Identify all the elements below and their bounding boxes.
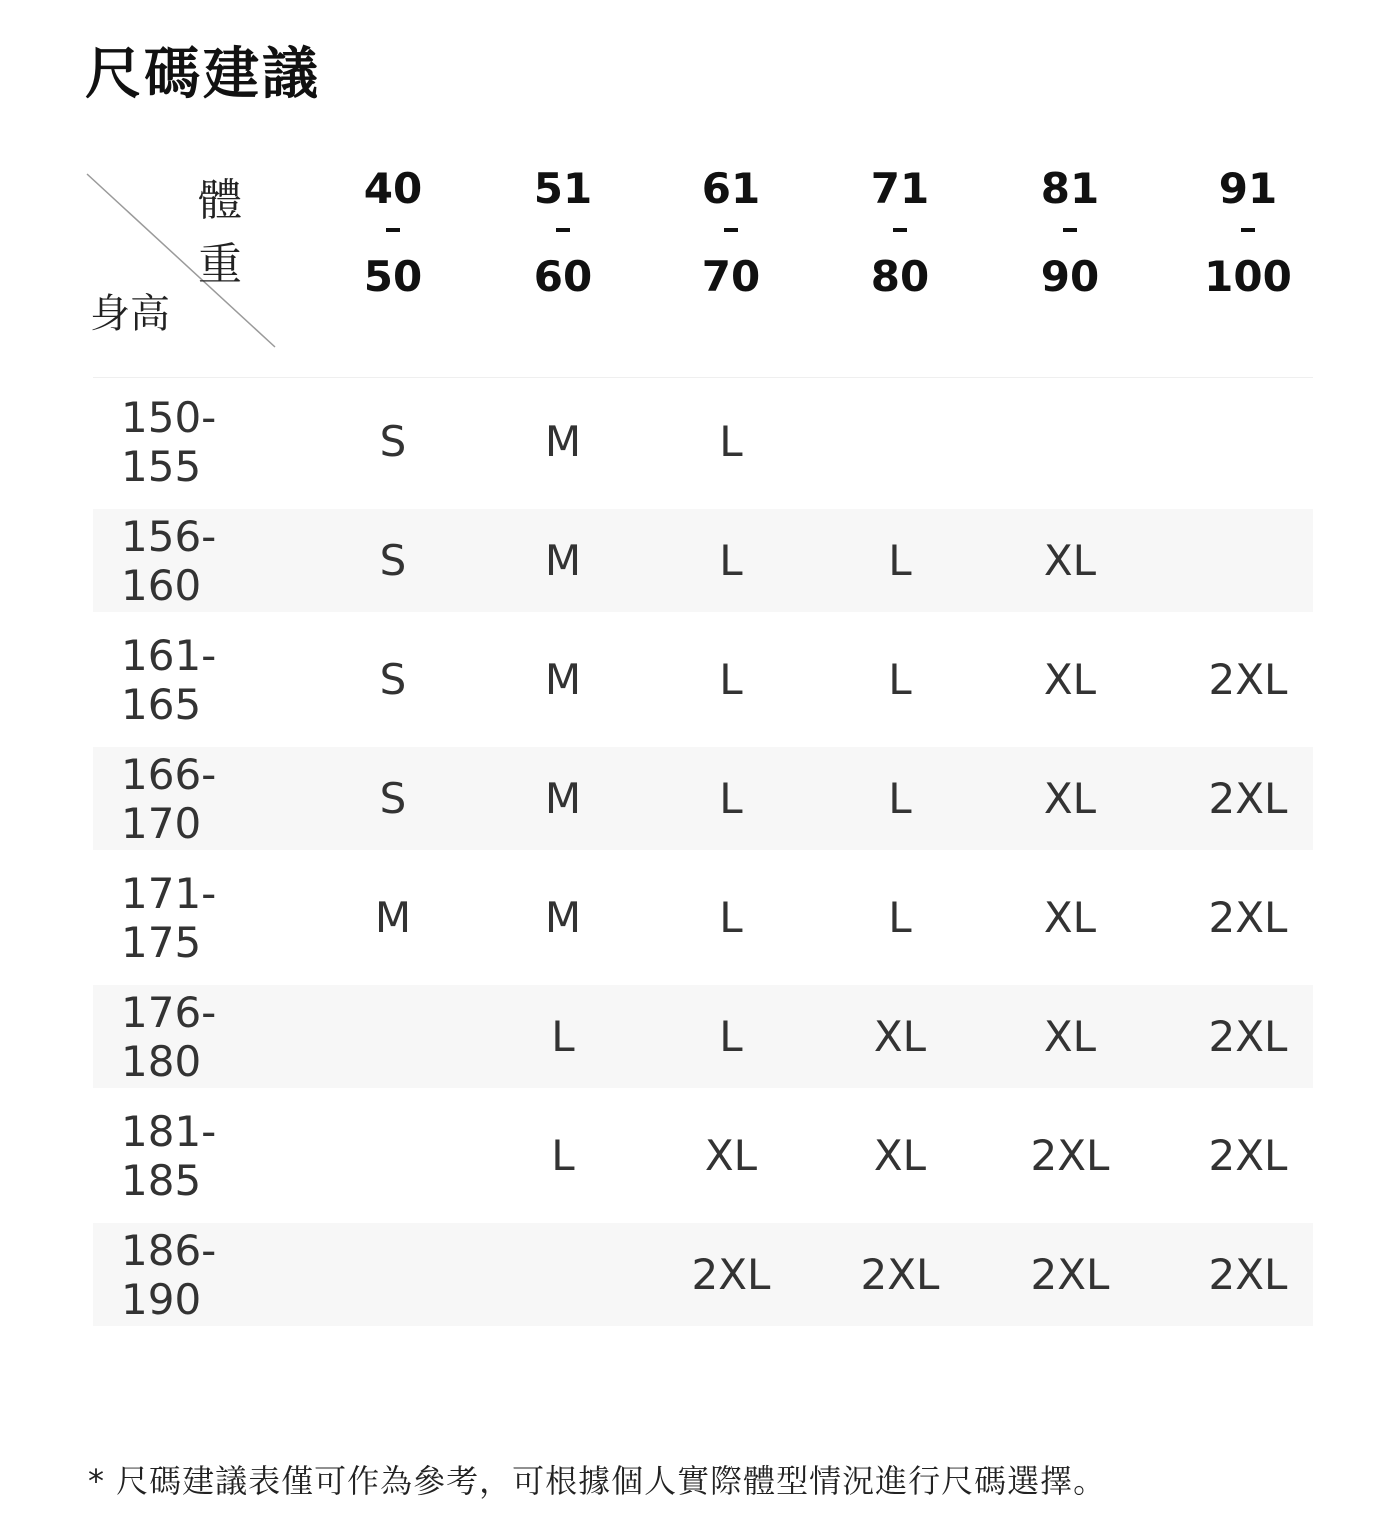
table-row — [93, 509, 1313, 612]
table-row — [93, 866, 1313, 969]
weight-range-81-90 — [1000, 164, 1140, 301]
size-cell: L — [719, 774, 743, 823]
size-cell: 2XL — [1208, 1131, 1288, 1180]
size-cell: XL — [1043, 655, 1097, 704]
weight-dash — [724, 228, 738, 232]
weight-range-61-70 — [661, 164, 801, 301]
size-cell: XL — [1043, 893, 1097, 942]
size-cell: L — [719, 536, 743, 585]
table-row — [93, 628, 1313, 731]
weight-from: 91 — [1218, 164, 1278, 213]
header-divider — [93, 377, 1313, 378]
height-range-cell: 176-180 — [121, 987, 217, 1086]
weight-range-71-80 — [830, 164, 970, 301]
table-row — [93, 1223, 1313, 1326]
table-row — [93, 747, 1313, 850]
size-cell: L — [888, 893, 912, 942]
weight-to: 80 — [870, 252, 930, 301]
size-cell: M — [544, 893, 582, 942]
size-cell: XL — [1043, 1012, 1097, 1061]
height-range-cell: 150-155 — [121, 392, 217, 491]
size-cell: 2XL — [860, 1250, 940, 1299]
height-range-cell: 181-185 — [121, 1106, 217, 1205]
size-cell: 2XL — [1208, 774, 1288, 823]
size-cell: 2XL — [1208, 893, 1288, 942]
size-cell: 2XL — [1208, 1250, 1288, 1299]
table-row — [93, 390, 1313, 493]
weight-to: 70 — [701, 252, 761, 301]
weight-dash — [893, 228, 907, 232]
weight-dash — [1063, 228, 1077, 232]
page-title: 尺碼建議 — [85, 42, 321, 107]
weight-from: 61 — [701, 164, 761, 213]
size-cell: S — [379, 417, 407, 466]
weight-label: 體重 — [198, 175, 242, 290]
size-cell: 2XL — [1208, 1012, 1288, 1061]
size-cell: S — [379, 655, 407, 704]
height-range-cell: 166-170 — [121, 749, 217, 848]
size-cell: 2XL — [1208, 655, 1288, 704]
size-cell: L — [719, 655, 743, 704]
table-row — [93, 1104, 1313, 1207]
size-cell: S — [379, 774, 407, 823]
weight-to: 50 — [363, 252, 423, 301]
size-cell — [1168, 390, 1328, 493]
weight-from: 51 — [533, 164, 593, 213]
size-cell: XL — [1043, 774, 1097, 823]
weight-dash — [386, 228, 400, 232]
weight-dash — [1241, 228, 1255, 232]
weight-to: 90 — [1040, 252, 1100, 301]
size-cell — [1168, 509, 1328, 612]
height-label: 身高 — [90, 291, 170, 337]
size-cell: M — [544, 774, 582, 823]
height-range-cell: 186-190 — [121, 1225, 217, 1324]
size-cell: L — [719, 1012, 743, 1061]
size-cell: M — [544, 655, 582, 704]
height-range-cell: 161-165 — [121, 630, 217, 729]
size-cell: 2XL — [691, 1250, 771, 1299]
disclaimer-note: * 尺碼建議表僅可作為參考，可根據個人實際體型情況進行尺碼選擇。 — [88, 1462, 1107, 1500]
size-cell — [313, 1104, 473, 1207]
size-cell: L — [888, 655, 912, 704]
weight-to: 60 — [533, 252, 593, 301]
weight-range-51-60 — [493, 164, 633, 301]
size-cell: S — [379, 536, 407, 585]
size-cell: M — [544, 536, 582, 585]
size-cell: L — [719, 417, 743, 466]
weight-from: 81 — [1040, 164, 1100, 213]
size-cell — [483, 1223, 643, 1326]
weight-dash — [556, 228, 570, 232]
size-cell: L — [719, 893, 743, 942]
size-cell: XL — [873, 1131, 927, 1180]
size-cell: XL — [873, 1012, 927, 1061]
size-cell: 2XL — [1030, 1131, 1110, 1180]
weight-range-91-100 — [1178, 164, 1318, 301]
height-range-cell: 156-160 — [121, 511, 217, 610]
size-cell: L — [551, 1012, 575, 1061]
size-table — [93, 390, 1313, 1342]
table-row — [93, 985, 1313, 1088]
size-cell: M — [374, 893, 412, 942]
size-cell: M — [544, 417, 582, 466]
weight-from: 40 — [363, 164, 423, 213]
size-cell: L — [888, 774, 912, 823]
weight-to: 100 — [1204, 252, 1292, 301]
weight-from: 71 — [870, 164, 930, 213]
size-cell: L — [888, 536, 912, 585]
size-cell: XL — [704, 1131, 758, 1180]
table-header — [85, 160, 1315, 355]
corner-header — [85, 160, 285, 355]
size-cell — [313, 985, 473, 1088]
height-range-cell: 171-175 — [121, 868, 217, 967]
size-cell — [990, 390, 1150, 493]
size-cell: 2XL — [1030, 1250, 1110, 1299]
size-cell: XL — [1043, 536, 1097, 585]
weight-range-40-50 — [323, 164, 463, 301]
size-cell: L — [551, 1131, 575, 1180]
size-cell — [820, 390, 980, 493]
size-cell — [313, 1223, 473, 1326]
